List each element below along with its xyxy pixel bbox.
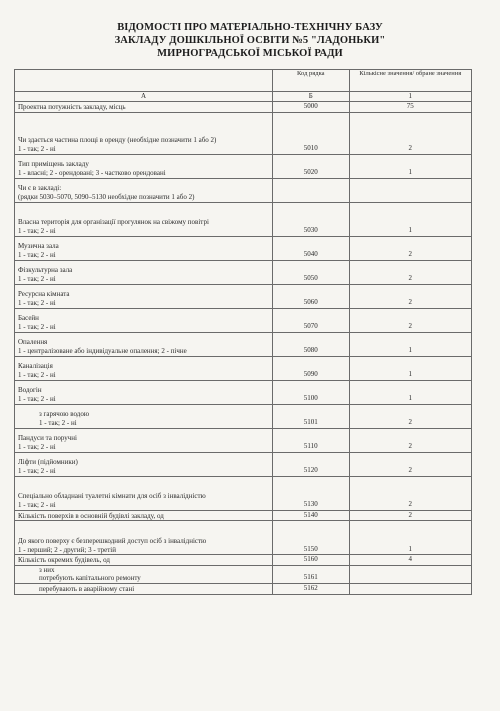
row-label: Ресурсна кімната 1 - так; 2 - ні (15, 284, 273, 308)
table-header-row (15, 70, 472, 92)
table-row (15, 380, 472, 404)
document-title-line-3: МИРНОГРАДСЬКОЇ МІСЬКОЇ РАДИ (157, 48, 343, 59)
table-row (15, 202, 472, 236)
row-value: 2 (349, 236, 471, 260)
row-value (349, 583, 471, 594)
row-code: 5120 (272, 452, 349, 476)
row-value: 2 (349, 404, 471, 428)
column-letters-row (15, 92, 472, 102)
row-label: з гарячою водою 1 - так; 2 - ні (15, 404, 273, 428)
table-row (15, 332, 472, 356)
row-code: 5100 (272, 380, 349, 404)
row-label: Тип приміщень закладу 1 - власні; 2 - орендовані; 3 - частково орендовані (15, 154, 273, 178)
letter-b: Б (272, 92, 349, 102)
table-row (15, 583, 472, 594)
row-value: 2 (349, 476, 471, 510)
row-label: Проектна потужність закладу, місць (15, 102, 273, 113)
row-value: 4 (349, 555, 471, 566)
table-row (15, 521, 472, 555)
row-code: 5010 (272, 112, 349, 154)
document-title-line-1: ВІДОМОСТІ ПРО МАТЕРІАЛЬНО-ТЕХНІЧНУ БАЗУ (117, 22, 383, 33)
row-label: Кількість окремих будівель, од (15, 555, 273, 566)
row-value: 2 (349, 452, 471, 476)
row-label: Пандуси та поручні 1 - так; 2 - ні (15, 428, 273, 452)
row-label: Чи є в закладі: (рядки 5030–5070, 5090–5130 необхідне позначити 1 або 2) (15, 178, 273, 202)
row-value: 1 (349, 356, 471, 380)
row-value: 2 (349, 308, 471, 332)
row-code: 5060 (272, 284, 349, 308)
row-label: Власна територія для організації прогулянок на свіжому повітрі 1 - так; 2 - ні (15, 202, 273, 236)
row-value: 2 (349, 284, 471, 308)
row-code: 5080 (272, 332, 349, 356)
row-label: перебувають в аварійному стані (15, 583, 273, 594)
row-label: Чи здається частина площі в оренду (необхідне позначити 1 або 2) 1 - так; 2 - ні (15, 112, 273, 154)
table-row (15, 452, 472, 476)
row-code: 5130 (272, 476, 349, 510)
table-row (15, 476, 472, 510)
row-value (349, 565, 471, 583)
header-col-value: Кількісне значення/ обране значення (349, 70, 471, 92)
table-row (15, 154, 472, 178)
row-code: 5160 (272, 555, 349, 566)
table-row (15, 510, 472, 521)
row-code (272, 178, 349, 202)
row-value (349, 178, 471, 202)
table-row (15, 308, 472, 332)
row-value: 1 (349, 154, 471, 178)
table-row (15, 178, 472, 202)
row-label: Кількість поверхів в основній будівлі закладу, од (15, 510, 273, 521)
row-value: 2 (349, 510, 471, 521)
row-code: 5150 (272, 521, 349, 555)
letter-c: 1 (349, 92, 471, 102)
row-value: 1 (349, 380, 471, 404)
row-label: Каналізація 1 - так; 2 - ні (15, 356, 273, 380)
table-row (15, 555, 472, 566)
table-row (15, 404, 472, 428)
table-row (15, 565, 472, 583)
row-label: До якого поверху є безперешкодний доступ осіб з інвалідністю 1 - перший; 2 - другий; 3 - третій (15, 521, 273, 555)
row-label: з них потребують капітального ремонту (15, 565, 273, 583)
row-code: 5161 (272, 565, 349, 583)
header-col-description (15, 70, 273, 92)
row-value: 1 (349, 202, 471, 236)
row-code: 5162 (272, 583, 349, 594)
row-value: 1 (349, 332, 471, 356)
row-value: 1 (349, 521, 471, 555)
row-label: Водогін 1 - так; 2 - ні (15, 380, 273, 404)
row-label: Спеціально обладнані туалетні кімнати для осіб з інвалідністю 1 - так; 2 - ні (15, 476, 273, 510)
table-row (15, 356, 472, 380)
material-base-table (14, 69, 472, 595)
letter-a: А (15, 92, 273, 102)
table-row (15, 260, 472, 284)
row-code: 5070 (272, 308, 349, 332)
document-title-line-2: ЗАКЛАДУ ДОШКІЛЬНОЇ ОСВІТИ №5 "ЛАДОНЬКИ" (114, 35, 386, 46)
row-code: 5101 (272, 404, 349, 428)
table-row (15, 428, 472, 452)
row-value: 2 (349, 260, 471, 284)
header-col-code: Код рядка (272, 70, 349, 92)
row-code: 5140 (272, 510, 349, 521)
row-code: 5110 (272, 428, 349, 452)
table-row (15, 236, 472, 260)
row-code: 5040 (272, 236, 349, 260)
row-code: 5050 (272, 260, 349, 284)
table-row (15, 112, 472, 154)
row-label: Опалення 1 - централізоване або індивідуальне опалення; 2 - пічне (15, 332, 273, 356)
row-value: 75 (349, 102, 471, 113)
row-code: 5090 (272, 356, 349, 380)
table-row (15, 284, 472, 308)
row-label: Музична зала 1 - так; 2 - ні (15, 236, 273, 260)
row-value: 2 (349, 112, 471, 154)
row-code: 5000 (272, 102, 349, 113)
row-value: 2 (349, 428, 471, 452)
table-row (15, 102, 472, 113)
row-code: 5030 (272, 202, 349, 236)
row-code: 5020 (272, 154, 349, 178)
row-label: Басейн 1 - так; 2 - ні (15, 308, 273, 332)
row-label: Фізкультурна зала 1 - так; 2 - ні (15, 260, 273, 284)
row-label: Ліфти (підйомники) 1 - так; 2 - ні (15, 452, 273, 476)
